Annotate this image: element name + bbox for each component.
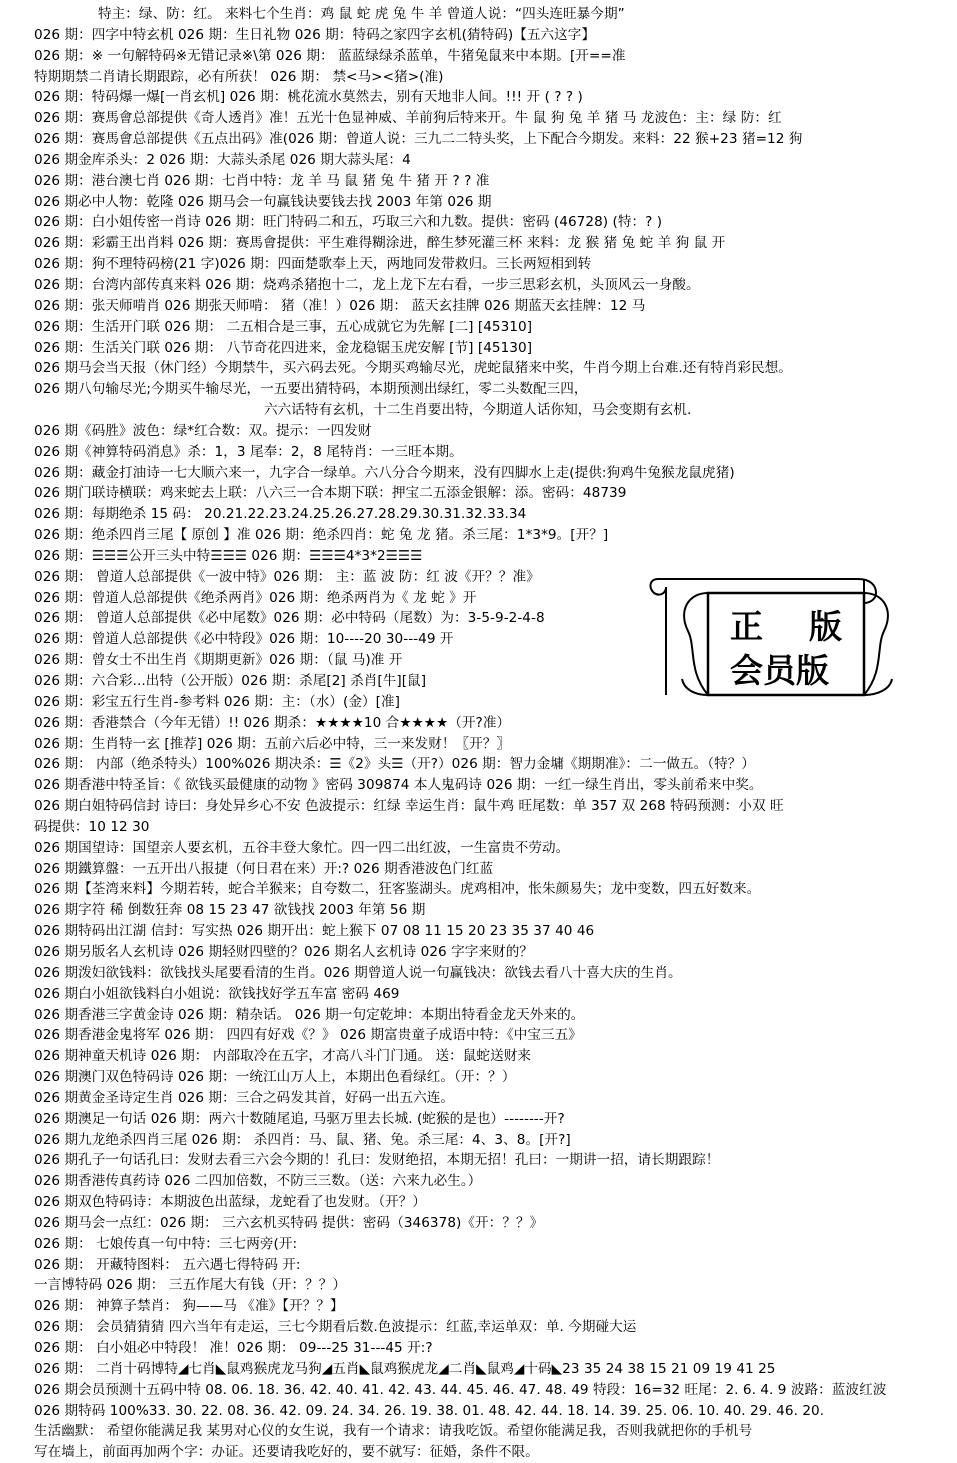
bulletin-line: 026 期鐵算盤：一五开出八报捷（何日君在来）开:? 026 期香港波色门红蓝 — [34, 860, 494, 877]
bulletin-line: 026 期八句输尽光;今期买牛输尽光，一五要出猜特码，本期预测出绿红，零二头数配三四， — [34, 381, 588, 398]
bulletin-line: 026 期：生活关门联 026 期： 八节奇花四进来，金龙稳锯玉虎安解 [节] [45130] — [34, 339, 533, 356]
bulletin-line: 026 期：绝杀四肖三尾【 原创 】准 026 期：绝杀四肖：蛇 兔 龙 猪。杀三尾：1*3*9。[开？] — [34, 527, 609, 544]
bulletin-line: 026 期《神算特码消息》杀：1，3 尾奉：2，8 尾特肖：一三旺本期。 — [34, 443, 463, 460]
bulletin-line: 026 期国望诗：国望亲人要玄机，五谷丰登大象忙。四一四二出红波，一生富贵不劳动。 — [34, 839, 570, 856]
bulletin-line: 026 期九龙绝杀四肖三尾 026 期： 杀四肖：马、鼠、猪、兔。杀三尾：4、3、8。[开?] — [34, 1131, 571, 1148]
bulletin-line: 026 期神童天机诗 026 期： 内部取冷在五字，才高八斗门门通。 送：鼠蛇送财来 — [34, 1048, 532, 1065]
bulletin-line: 026 期： 神算子禁肖： 狗——马 《准》【开？？】 — [34, 1298, 344, 1315]
bulletin-line: 026 期：四字中特玄机 026 期：生日礼物 026 期：特码之家四字玄机(猜特码)【五六这字】 — [34, 26, 596, 43]
bulletin-line: 026 期：※ 一句解特码※无错记录※\第 026 期： 蓝蓝绿绿杀蓝单，牛猪兔鼠来中本期。[开==准 — [34, 47, 626, 64]
bulletin-line: 026 期：张天师啃肖 026 期张天师啃： 猪（准！）026 期： 蓝天玄挂牌 026 期蓝天玄挂牌：12 马 — [34, 297, 646, 314]
bulletin-line: 026 期：曾道人总部提供《绝杀两肖》026 期：绝杀两肖为《 龙 蛇 》开 — [34, 589, 477, 606]
stamp-line-member-edition: 会员版 — [730, 651, 829, 690]
bulletin-line: 026 期门联诗横联：鸡来蛇去上联：八六三一合本期下联：押宝二五添金银解：添。密码：48739 — [34, 485, 627, 502]
bulletin-line: 码提供：10 12 30 — [34, 818, 150, 835]
bulletin-line: 026 期特码出江湖 信封：写实热 026 期开出：蛇上猴下 07 08 11 15 20 23 35 37 40 46 — [34, 923, 595, 940]
bulletin-line: 026 期：赛馬會总部提供《五点出码》准(026 期：曾道人说：三九二二特头奖，上下配合今期发。来料：22 猴+23 猪=12 狗 — [34, 131, 803, 148]
bulletin-line: 026 期： 七娘传真一句中特：三七两旁(开: — [34, 1235, 298, 1252]
bulletin-line: 026 期必中人物：乾隆 026 期马会一句赢钱诀要钱去找 2003 年第 026 期 — [34, 193, 492, 210]
bulletin-line: 026 期澳足一句话 026 期：两六十数随尾追, 马驱万里去长城. (蛇猴的是也）--------开? — [34, 1110, 565, 1127]
stamp-line-genuine: 正 版 — [730, 607, 842, 646]
bulletin-line: 026 期：港台澳七肖 026 期：七肖中特：龙 羊 马 鼠 猪 兔 牛 猪 开 ? ? 准 — [34, 172, 490, 189]
bulletin-line: 026 期：每期绝杀 15 码： 20.21.22.23.24.25.26.27.28.29.30.31.32.33.34 — [34, 506, 527, 523]
bulletin-line: 生活幽默： 希望你能满足我 某男对心仪的女生说，我有一个请求：请我吃饭。希望你能满足我，否则我就把你的手机号 — [34, 1423, 753, 1440]
bulletin-line: 026 期马会一点红：026 期： 三六玄机买特码 提供：密码（346378)《开：？？》 — [34, 1214, 544, 1231]
bulletin-line: 026 期： 会员猜猜猜 四六当年有走运，三七今期看后数.色波提示：红蓝,幸运单双：单. 今期碰大运 — [34, 1319, 637, 1336]
bulletin-line: 026 期：特码爆一爆[一肖玄机] 026 期：桃花流水莫然去，别有天地非人间。!!! 开 ( ? ? ) — [34, 89, 583, 106]
bulletin-line: 026 期：曾女士不出生肖《期期更新》026 期：（鼠 马)准 开 — [34, 652, 403, 669]
bulletin-line: 026 期白小姐欲钱料白小姐说：欲钱找好学五车富 密码 469 — [34, 985, 400, 1002]
bulletin-line: 026 期《码胜》波色：绿*红合数：双。提示：一四发财 — [34, 422, 372, 439]
bulletin-line: 026 期香港中特圣旨：《 欲钱买最健康的动物 》密码 309874 本人鬼码诗 026 期：一红一绿生肖出，零头前希来中奖。 — [34, 777, 763, 794]
bulletin-line: 026 期香港传真药诗 026 二四加倍数，不防三三数。（送：六来九必生。） — [34, 1173, 482, 1190]
bulletin-line: 026 期：白小姐传密一肖诗 026 期：旺门特码二和五，巧取三六和九数。提供：密码 (46728) (特：? ) — [34, 214, 663, 231]
bulletin-line: 026 期：香港禁合（今年无错）!! 026 期杀：★★★★10 合★★★★（开?准） — [34, 714, 511, 731]
bulletin-line: 026 期另版名人玄机诗 026 期轻财四壁的？026 期名人玄机诗 026 字字来财的？ — [34, 943, 533, 960]
genuine-member-edition-stamp — [648, 571, 902, 703]
bulletin-line: 026 期：生肖特一玄 [推荐] 026 期：五前六后必中特，三一来发财！〖开？〗 — [34, 735, 511, 752]
bulletin-line: 026 期： 曾道人总部提供《一波中特》026 期： 主：蓝 波 防：红 波《开？？准》 — [34, 568, 540, 585]
bulletin-line: 一言博特码 026 期： 三五作尾大有钱（开：？？） — [34, 1277, 347, 1294]
bulletin-line: 026 期：☰☰☰公开三头中特☰☰☰ 026 期：☰☰☰4*3*2☰☰☰ — [34, 547, 423, 564]
bulletin-line: 026 期：六合彩...出特（公开版）026 期：杀尾[2] 杀肖[牛][鼠] — [34, 673, 427, 689]
bulletin-line: 026 期特码 100%33. 30. 22. 08. 36. 42. 09. 24. 34. 26. 19. 38. 01. 48. 42. 44. 18. 14. 39. 25. 06. 10. 40. 29. 46. 20. — [34, 1402, 825, 1419]
bulletin-line: 026 期：藏金打油诗一七大顺六来一，九字合一绿单。六八分合今期来，没有四脚水上走(提供:狗鸡牛兔猴龙鼠虎猪) — [34, 464, 735, 481]
bulletin-line: 026 期：曾道人总部提供《必中特段》026 期：10----20 30---49 开 — [34, 631, 454, 648]
bulletin-line: 特期期禁二肖请长期跟踪，必有所获！ 026 期： 禁<马><猪>(准) — [34, 68, 444, 85]
bulletin-line: 026 期： 开藏特图料： 五六遇七得特码 开: — [34, 1256, 301, 1273]
bulletin-line: 026 期【荃湾来料】今期若转，蛇合羊猴来；自夸数二，狂客鉴湖头。虎鸡相冲，怅朱颜易失；龙中变数，四五好数来。 — [34, 881, 761, 898]
bulletin-line: 特主：绿、防：红。 来料七个生肖：鸡 鼠 蛇 虎 兔 牛 羊 曾道人说：“四头连旺暴今期” — [98, 6, 625, 22]
bulletin-line: 026 期马会当天报（休门经）今期禁牛，买六码去死。今期买鸡输尽光，虎蛇鼠猪来中奖，牛肖今期上台难.还有特肖彩民想。 — [34, 360, 792, 377]
bulletin-line: 026 期： 二肖十码博特◢七肖◣鼠鸡猴虎龙马狗◢五肖◣鼠鸡猴虎龙◢二肖◣鼠鸡◢十码◣23 35 24 38 15 21 09 19 41 25 — [34, 1360, 776, 1377]
bulletin-line: 026 期：赛馬會总部提供《奇人透肖》准！五光十色显神威、羊前狗后特来开。牛 鼠 狗 兔 羊 猪 马 龙波色：主：绿 防：红 — [34, 110, 782, 127]
bulletin-line: 026 期：台湾内部传真来料 026 期：烧鸡杀猪抱十二，龙上龙下左右看，一步三思彩玄机，头顶风云一身酸。 — [34, 276, 700, 293]
bulletin-line: 六六话特有玄机，十二生肖要出特，今期道人话你知，马会变期有玄机. — [264, 402, 692, 419]
bulletin-line: 026 期双色特码诗：本期波色出蓝绿，龙蛇看了也发财。（开？） — [34, 1194, 427, 1211]
bulletin-line: 026 期：彩霸王出肖料 026 期：赛馬會提供：平生难得糊涂进，醉生梦死灌三杯 来料：龙 猴 猪 兔 蛇 羊 狗 鼠 开 — [34, 235, 726, 252]
bulletin-line: 026 期香港三字黄金诗 026 期：精杂话。 026 期一句定乾坤：本期出特看金龙天外来的。 — [34, 1006, 585, 1023]
bulletin-line: 026 期白姐特码信封 诗曰：身处异乡心不安 色波提示：红绿 幸运生肖：鼠牛鸡 旺尾数：单 357 双 268 特码预测：小双 旺 — [34, 798, 784, 815]
bulletin-line: 026 期：生活开门联 026 期： 二五相合是三事，五心成就它为先解 [二] [45310] — [34, 318, 533, 335]
bulletin-line: 026 期：狗不理特码榜(21 字)026 期：四面楚歌奉上天，两地同发带救归。三长两短相到转 — [34, 256, 592, 273]
bulletin-line: 026 期澳门双色特码诗 026 期：一统江山万人上，本期出色看绿红。（开：？） — [34, 1069, 516, 1086]
bulletin-line: 026 期香港金鬼将军 026 期： 四四有好戏《？》 026 期富贵童子成语中特：《中宝三五》 — [34, 1027, 582, 1044]
bulletin-line: 写在墙上，前面再加两个字：办证。还要请我吃好的，要不就写：征婚，条件不限。 — [34, 1444, 539, 1461]
bulletin-line: 026 期： 内部（绝杀特头）100%026 期决杀：☰《2》头☰（开?）026 期：智力金墉《期期准》：二一做五。（特？） — [34, 756, 756, 773]
bulletin-line: 026 期黄金圣诗定生肖 026 期：三合之码发其首，好码一出五六连。 — [34, 1089, 455, 1106]
bulletin-line: 026 期会员预测十五码中特 08. 06. 18. 36. 42. 40. 41. 42. 43. 44. 45. 46. 47. 48. 49 特段：16=32 旺尾：2. 6. 4. 9 波路：蓝波红波 — [34, 1381, 887, 1398]
bulletin-line: 026 期： 曾道人总部提供《必中尾数》026 期：必中特码（尾数）为：3-5-9-2-4-8 — [34, 610, 545, 627]
bulletin-line: 026 期金库杀头：2 026 期：大蒜头杀尾 026 期大蒜头尾：4 — [34, 151, 411, 168]
bulletin-line: 026 期孔子一句话孔曰：发财去看三六会今期的！孔曰：发财绝招，本期无招！孔曰：一期讲一招，请长期跟踪！ — [34, 1152, 720, 1169]
bulletin-line: 026 期： 白小姐必中特段！ 准！026 期： 09---25 31---45 开:? — [34, 1340, 433, 1356]
bulletin-line: 026 期泼妇欲钱料：欲钱找头尾要看清的生肖。026 期曾道人说一句赢钱决：欲钱去看八十喜大庆的生肖。 — [34, 964, 682, 981]
bulletin-line: 026 期字符 稀 倒数狂奔 08 15 23 47 欲钱找 2003 年第 56 期 — [34, 902, 426, 919]
bulletin-line: 026 期：彩宝五行生肖-参考料 026 期：主：（水）(金）[准] — [34, 693, 401, 710]
